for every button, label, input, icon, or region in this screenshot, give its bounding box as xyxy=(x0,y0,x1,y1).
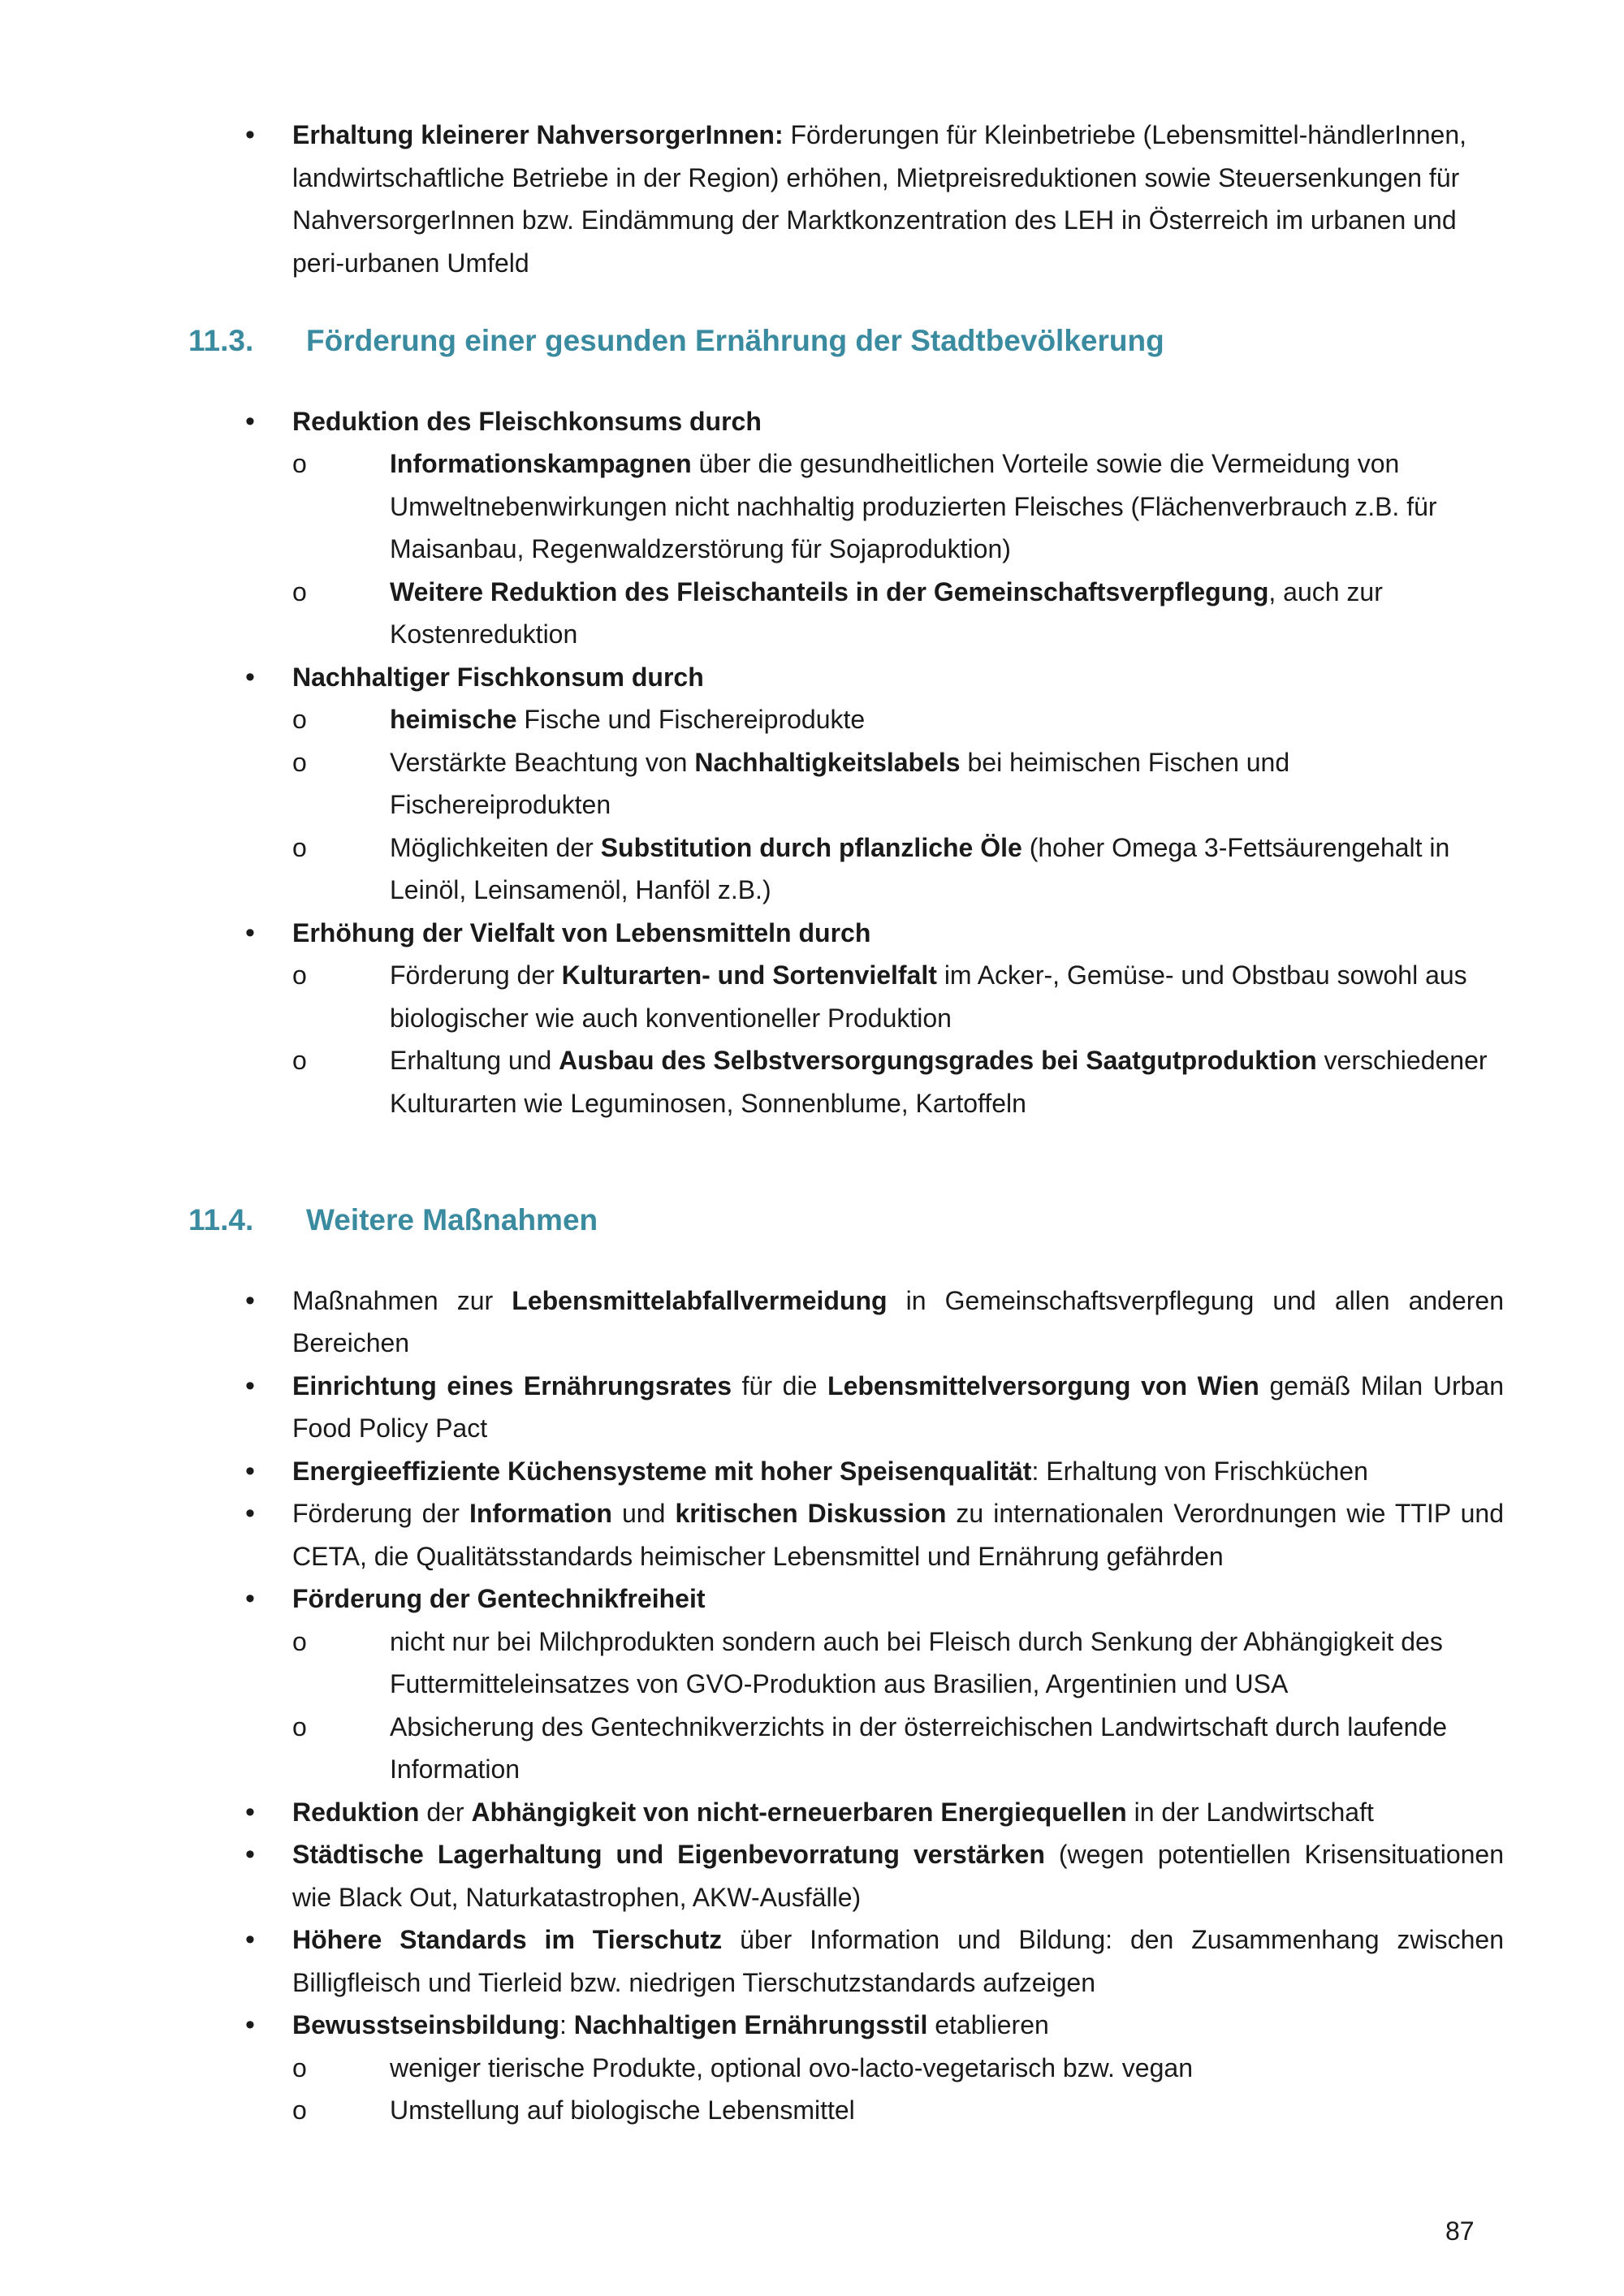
sub-list xyxy=(292,698,1504,912)
item-text: der xyxy=(419,1797,472,1827)
list-item xyxy=(188,656,1504,912)
sub-item-text: Möglichkeiten der xyxy=(390,832,601,862)
sub-bullet-marker: o xyxy=(292,747,307,777)
sub-bullet-marker: o xyxy=(292,2095,307,2125)
item-text: (wegen potentiellen Krisensituationen wie Black Out, Naturkatastrophen, AKW-Ausfälle) xyxy=(292,1840,1505,1912)
item-text: etablieren xyxy=(927,2010,1049,2039)
sub-item-bold: heimische xyxy=(390,705,517,734)
sub-item-bold: Informationskampagnen xyxy=(390,449,692,478)
sub-item-bold: Weitere Reduktion des Fleischanteils in der Gemeinschaftsverpflegung xyxy=(390,576,1269,606)
sub-bullet-marker: o xyxy=(292,2052,307,2082)
sub-item-text: Verstärkte Beachtung von xyxy=(390,747,695,777)
sub-bullet-marker: o xyxy=(292,1626,307,1656)
sub-item-text: weniger tierische Produkte, optional ovo-lacto-vegetarisch bzw. vegan xyxy=(390,2052,1193,2082)
page-number: 87 xyxy=(1445,2216,1475,2246)
item-text: Förderung der xyxy=(292,1499,469,1528)
item-text: über Information und Bildung: den Zusammenhang zwischen Billigfleisch und Tierleid bzw. niedrigen Tierschutzstandards aufzeigen xyxy=(292,1925,1505,1997)
sub-item-bold: Kulturarten- und Sortenvielfalt xyxy=(561,960,937,990)
item-text: in Gemeinschaftsverpflegung und allen anderen Bereichen xyxy=(292,1285,1505,1357)
section-number: 11.3. xyxy=(188,324,254,357)
section-11-3-list xyxy=(188,400,1504,1125)
item-bold: Höhere Standards im Tierschutz xyxy=(292,1925,723,1954)
item-text: Maßnahmen zur xyxy=(292,1285,512,1315)
page-content xyxy=(188,114,1504,2132)
list-item xyxy=(188,1577,1504,1791)
sub-list xyxy=(292,442,1504,656)
sub-bullet-marker: o xyxy=(292,449,307,478)
list-item xyxy=(188,1492,1504,1577)
item-text: und xyxy=(611,1499,676,1528)
item-bold: Reduktion xyxy=(292,1797,420,1827)
item-bold: Städtische Lagerhaltung und Eigenbevorratung verstärken xyxy=(292,1840,1045,1869)
item-bold: Energieeffiziente Küchensysteme mit hoher Speisenqualität xyxy=(292,1456,1032,1486)
sub-item-text: , auch zur Kostenreduktion xyxy=(390,576,1383,649)
item-bold: Nachhaltigen Ernährungsstil xyxy=(573,2010,928,2039)
sub-list-item xyxy=(292,571,1504,656)
sub-item-text: über die gesundheitlichen Vorteile sowie die Vermeidung von Umweltnebenwirkungen nicht nachhaltig produzierten Fleisches (Flächenverbrauch z.B. für Maisanbau, Regenwaldzerstörung für Sojaproduktion) xyxy=(390,449,1437,563)
sub-item-text: verschiedener Kulturarten wie Leguminosen, Sonnenblume, Kartoffeln xyxy=(390,1046,1488,1118)
sub-item-text: Umstellung auf biologische Lebensmittel xyxy=(390,2095,855,2125)
section-number: 11.4. xyxy=(188,1203,254,1236)
list-item xyxy=(188,114,1504,284)
sub-list-item xyxy=(292,2089,1504,2132)
item-text: Förderungen für Kleinbetriebe (Lebensmittel-händlerInnen, landwirtschaftliche Betriebe in der Region) erhöhen, Mietpreisreduktionen sowie Steuersenkungen für NahversorgerInnen bzw. Eindämmung der Marktkonzentration des LEH in Österreich im urbanen und peri-urbanen Umfeld xyxy=(292,120,1467,278)
item-bold: Erhöhung der Vielfalt von Lebensmitteln durch xyxy=(292,917,871,947)
list-item xyxy=(188,1791,1504,1834)
sub-item-text: Förderung der xyxy=(390,960,562,990)
sub-bullet-marker: o xyxy=(292,576,307,606)
item-text: in der Landwirtschaft xyxy=(1126,1797,1374,1827)
item-bold: Lebensmittelabfallvermeidung xyxy=(512,1285,888,1315)
sub-list-item xyxy=(292,954,1504,1039)
list-item xyxy=(188,400,1504,656)
item-bold: Erhaltung kleinerer NahversorgerInnen: xyxy=(292,120,784,149)
sub-bullet-marker: o xyxy=(292,705,307,734)
item-text: gemäß Milan Urban Food Policy Pact xyxy=(292,1370,1505,1443)
sub-bullet-marker: o xyxy=(292,832,307,862)
list-item xyxy=(188,1833,1504,1918)
sub-list-item xyxy=(292,442,1504,571)
item-bold: Reduktion des Fleischkonsums durch xyxy=(292,406,762,436)
sub-list xyxy=(292,2047,1504,2132)
list-item xyxy=(188,1450,1504,1493)
list-item xyxy=(188,1918,1504,2004)
item-bold: Nachhaltiger Fischkonsum durch xyxy=(292,662,704,692)
section-title: Weitere Maßnahmen xyxy=(306,1203,598,1236)
sub-list xyxy=(292,954,1504,1124)
section-title: Förderung einer gesunden Ernährung der Stadtbevölkerung xyxy=(306,324,1164,357)
sub-item-text: Absicherung des Gentechnikverzichts in der österreichischen Landwirtschaft durch laufende Information xyxy=(390,1711,1448,1784)
sub-list-item xyxy=(292,1706,1504,1791)
sub-item-text: nicht nur bei Milchprodukten sondern auch bei Fleisch durch Senkung der Abhängigkeit des Futtermitteleinsatzes von GVO-Produktion aus Brasilien, Argentinien und USA xyxy=(390,1626,1443,1698)
sub-list-item xyxy=(292,826,1504,912)
item-bold: Förderung der Gentechnikfreiheit xyxy=(292,1584,706,1613)
sub-list-item xyxy=(292,1621,1504,1706)
sub-list-item xyxy=(292,2047,1504,2090)
sub-bullet-marker: o xyxy=(292,1046,307,1075)
list-item xyxy=(188,2004,1504,2132)
sub-item-text: (hoher Omega 3-Fettsäurengehalt in Leinöl, Leinsamenöl, Hanföl z.B.) xyxy=(390,832,1450,904)
sub-list-item xyxy=(292,741,1504,826)
item-text: zu internationalen Verordnungen wie TTIP und CETA, die Qualitätsstandards heimischer Lebensmittel und Ernährung gefährden xyxy=(292,1499,1505,1571)
sub-list xyxy=(292,1621,1504,1791)
item-bold: Information xyxy=(469,1499,612,1528)
sub-item-bold: Nachhaltigkeitslabels xyxy=(694,747,961,777)
item-text: : Erhaltung von Frischküchen xyxy=(1031,1456,1368,1486)
sub-item-text: bei heimischen Fischen und Fischereiprodukten xyxy=(390,747,1290,819)
sub-item-text: Fische und Fischereiprodukte xyxy=(516,705,866,734)
section-heading-11-4 xyxy=(188,1199,1504,1242)
sub-bullet-marker: o xyxy=(292,1711,307,1741)
sub-item-text: Erhaltung und xyxy=(390,1046,559,1075)
item-text: : xyxy=(559,2010,574,2039)
sub-list-item xyxy=(292,1039,1504,1124)
sub-item-bold: Substitution durch pflanzliche Öle xyxy=(600,832,1022,862)
sub-item-bold: Ausbau des Selbstversorgungsgrades bei Saatgutproduktion xyxy=(559,1046,1317,1075)
list-item xyxy=(188,1280,1504,1365)
top-bullet-list xyxy=(188,114,1504,284)
sub-bullet-marker: o xyxy=(292,960,307,990)
sub-item-text: im Acker-, Gemüse- und Obstbau sowohl aus biologischer wie auch konventioneller Produktion xyxy=(390,960,1467,1033)
section-heading-11-3 xyxy=(188,320,1504,363)
item-bold: Einrichtung eines Ernährungsrates xyxy=(292,1370,732,1400)
item-bold: Bewusstseinsbildung xyxy=(292,2010,559,2039)
item-bold: Abhängigkeit von nicht-erneuerbaren Energiequellen xyxy=(471,1797,1127,1827)
item-bold: kritischen Diskussion xyxy=(675,1499,947,1528)
list-item xyxy=(188,912,1504,1125)
section-11-4-list xyxy=(188,1280,1504,2132)
list-item xyxy=(188,1365,1504,1450)
sub-list-item xyxy=(292,698,1504,741)
item-text: für die xyxy=(732,1370,828,1400)
item-bold: Lebensmittelversorgung von Wien xyxy=(827,1370,1259,1400)
